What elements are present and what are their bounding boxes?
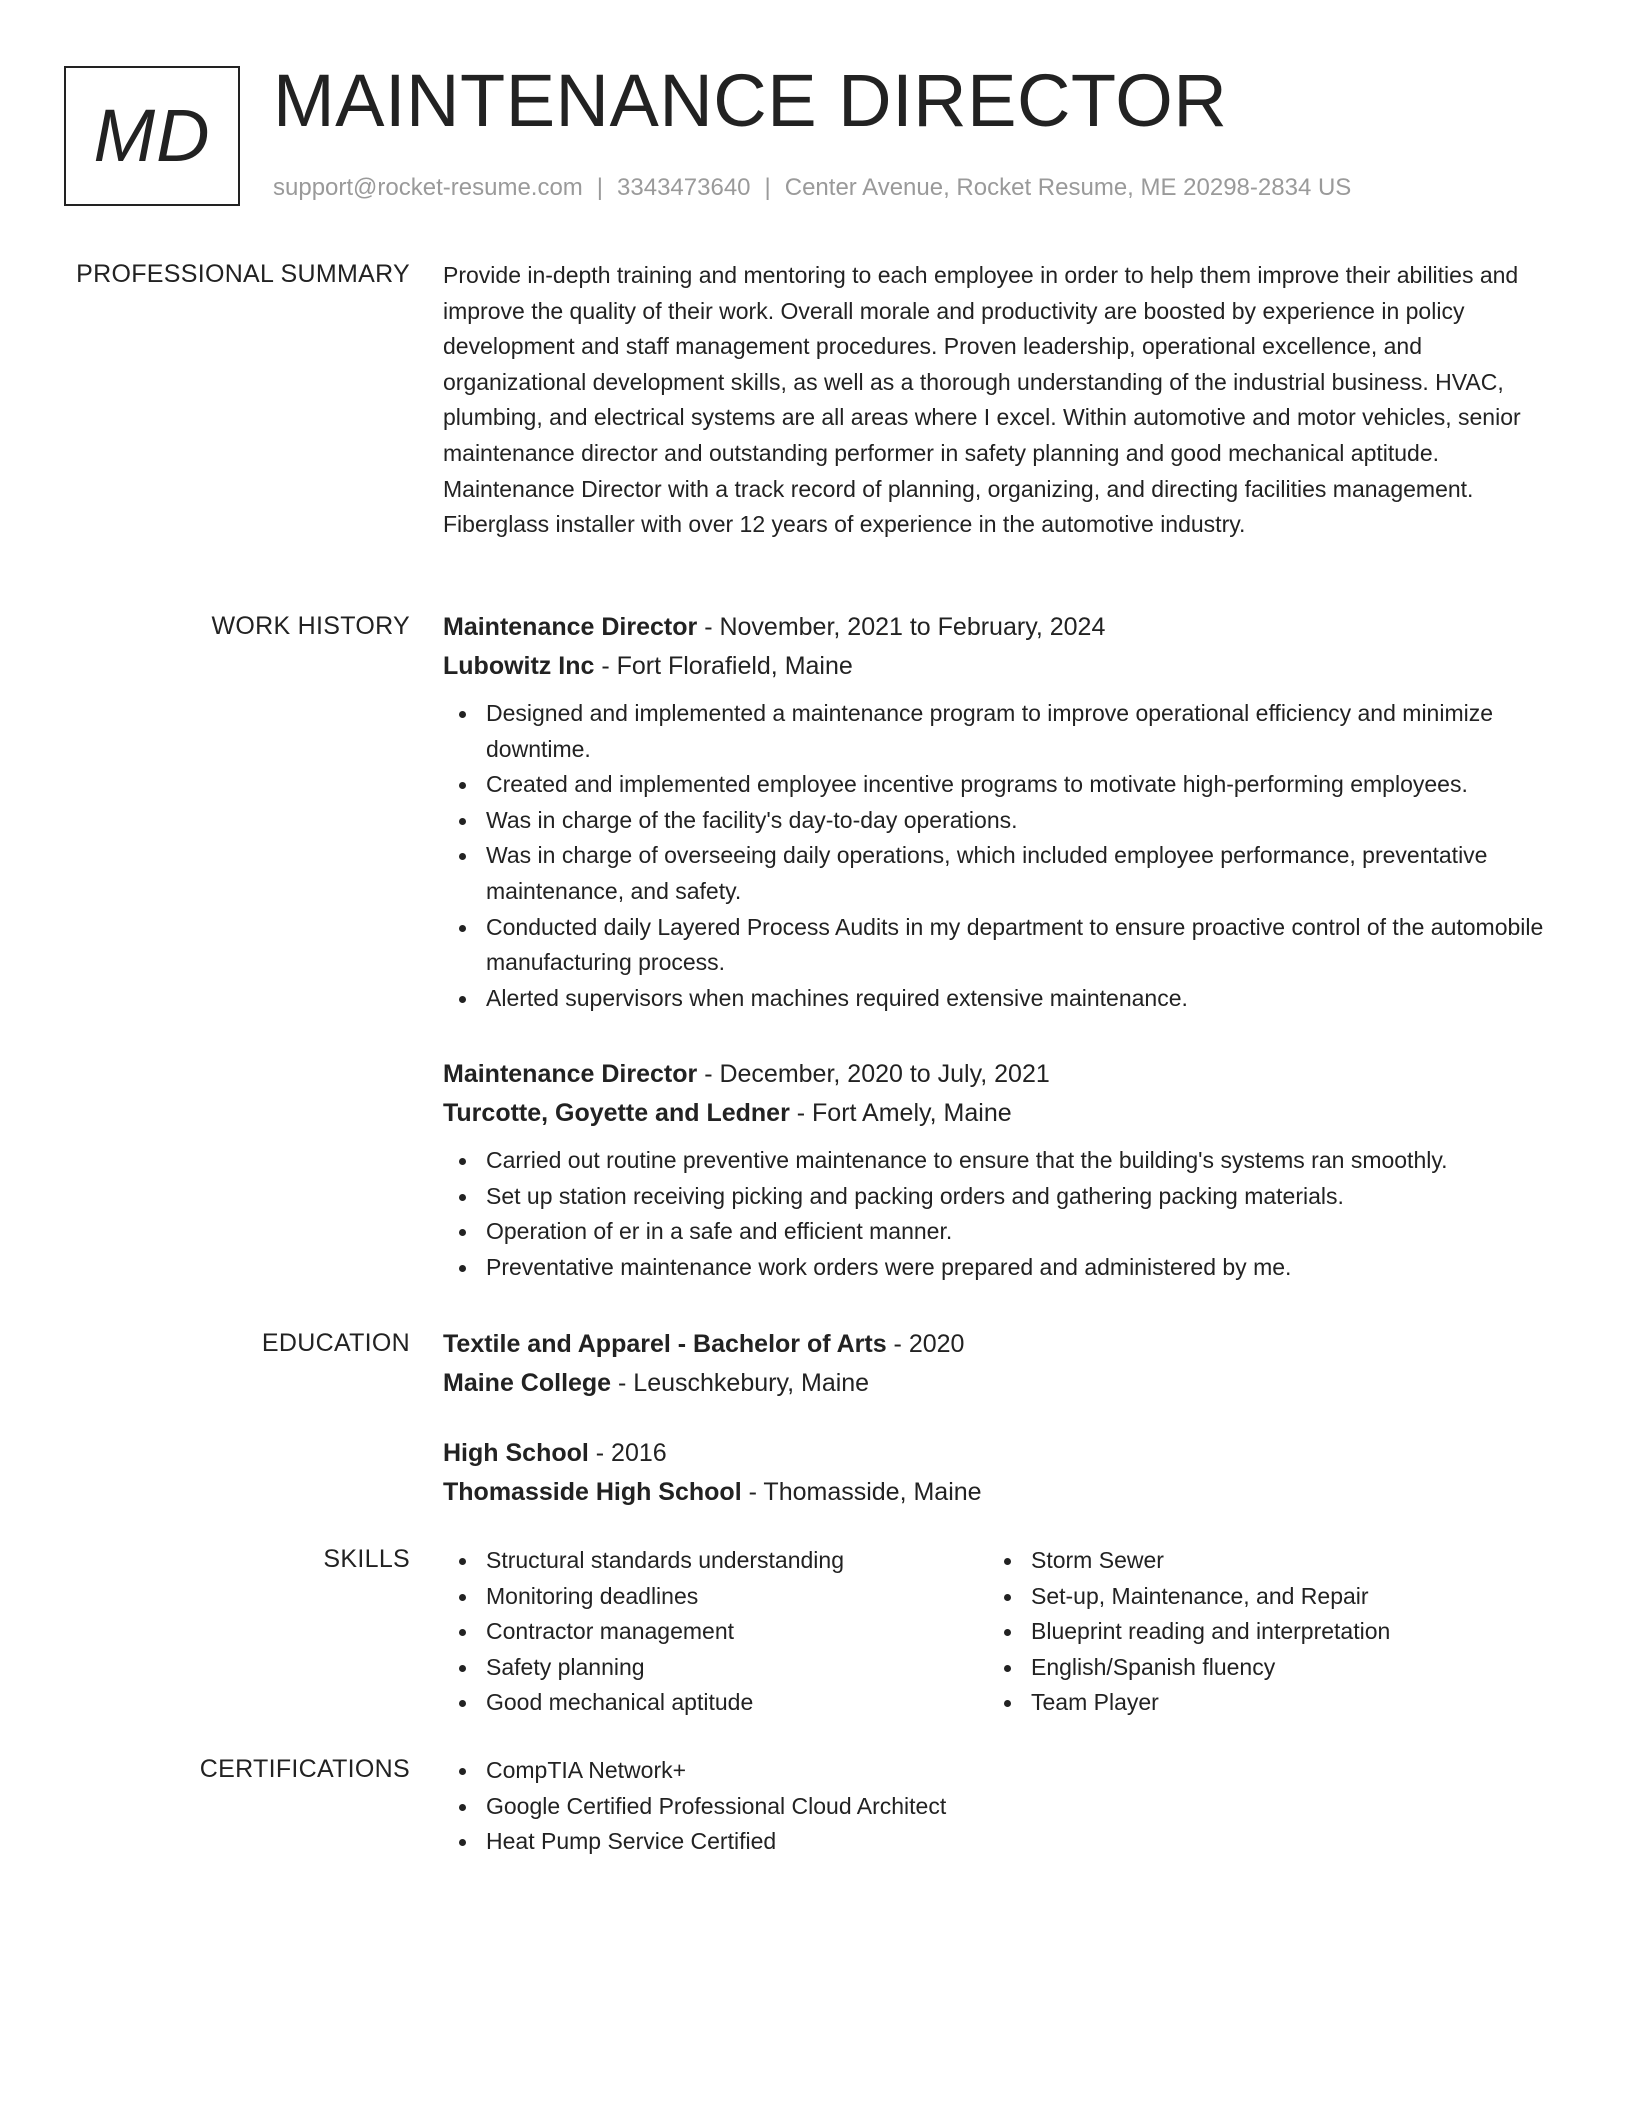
certification-item: Google Certified Professional Cloud Architect	[486, 1789, 1553, 1825]
job-duties-list	[443, 1143, 1553, 1285]
job-duty: Designed and implemented a maintenance program to improve operational efficiency and minimize downtime.	[486, 696, 1553, 767]
education-year: - 2020	[886, 1330, 965, 1358]
skill-item: Structural standards understanding	[486, 1543, 983, 1579]
skill-item: Contractor management	[486, 1614, 983, 1650]
section-label-certifications: CERTIFICATIONS	[199, 1755, 410, 1783]
skill-item: Team Player	[1031, 1685, 1528, 1721]
job-location: - Fort Florafield, Maine	[594, 652, 853, 680]
job-duty: Alerted supervisors when machines required extensive maintenance.	[486, 981, 1553, 1017]
skill-item: Good mechanical aptitude	[486, 1685, 983, 1721]
job-company: Lubowitz Inc	[443, 652, 595, 680]
skills-column-right	[988, 1543, 1528, 1721]
section-label-work-history: WORK HISTORY	[211, 612, 410, 640]
contact-separator: |	[596, 174, 604, 201]
education-degree-line	[443, 1434, 1553, 1473]
education-degree: Textile and Apparel - Bachelor of Arts	[443, 1330, 887, 1358]
job-company: Turcotte, Goyette and Ledner	[443, 1099, 790, 1127]
monogram-initials: MD	[93, 94, 211, 177]
skills-list	[443, 1543, 983, 1721]
job-title-line	[443, 608, 1553, 647]
skill-item: Storm Sewer	[1031, 1543, 1528, 1579]
skill-item: Set-up, Maintenance, and Repair	[1031, 1579, 1528, 1615]
education-school-line	[443, 1364, 1553, 1403]
contact-address: Center Avenue, Rocket Resume, ME 20298-2834 US	[784, 174, 1352, 201]
education-school: Thomasside High School	[443, 1478, 742, 1506]
section-label-summary: PROFESSIONAL SUMMARY	[76, 260, 410, 288]
certifications-list	[443, 1753, 1553, 1860]
job-entry	[443, 1055, 1553, 1285]
job-duties-list	[443, 696, 1553, 1016]
job-company-line	[443, 1094, 1553, 1133]
contact-separator: |	[764, 174, 771, 201]
job-duty: Was in charge of overseeing daily operations, which included employee performance, preventative maintenance, and safety.	[486, 838, 1553, 909]
education-degree: High School	[443, 1439, 589, 1467]
education-body	[443, 1325, 1553, 1506]
skill-item: Monitoring deadlines	[486, 1579, 983, 1615]
job-dates: - December, 2020 to July, 2021	[697, 1060, 1050, 1088]
job-duty: Operation of er in a safe and efficient manner.	[486, 1214, 1553, 1250]
skills-column-left	[443, 1543, 983, 1721]
summary-text: Provide in-depth training and mentoring to each employee in order to help them improve their abilities and improve the quality of their work. Overall morale and productivity are boosted by experience in policy development and staff management procedures. Proven leadership, operational excellence, and organizational development skills, as well as a thorough understanding of the industrial business. HVAC, plumbing, and electrical systems are all areas where I excel. Within automotive and motor vehicles, senior maintenance director and outstanding performer in safety planning and good mechanical aptitude. Maintenance Director with a track record of planning, organizing, and directing facilities management. Fiberglass installer with over 12 years of experience in the automotive industry.	[443, 262, 1521, 538]
certifications-body	[443, 1753, 1553, 1860]
summary-body	[443, 258, 1553, 543]
job-duty: Created and implemented employee incentive programs to motivate high-performing employees.	[486, 767, 1553, 803]
section-label-education: EDUCATION	[261, 1329, 410, 1357]
job-duty: Carried out routine preventive maintenance to ensure that the building's systems ran smoothly.	[486, 1143, 1553, 1179]
job-duty: Conducted daily Layered Process Audits in my department to ensure proactive control of the automobile manufacturing process.	[486, 910, 1553, 981]
education-year: - 2016	[588, 1439, 667, 1467]
skill-item: English/Spanish fluency	[1031, 1650, 1528, 1686]
contact-email: support@rocket-resume.com	[273, 174, 583, 201]
job-title: Maintenance Director	[443, 1060, 698, 1088]
job-entry	[443, 608, 1553, 1016]
job-title-line	[443, 1055, 1553, 1094]
education-entry	[443, 1434, 1553, 1512]
skills-list	[988, 1543, 1528, 1721]
work-history-body	[443, 608, 1553, 1280]
education-location: - Leuschkebury, Maine	[611, 1369, 870, 1397]
resume-title: MAINTENANCE DIRECTOR	[273, 59, 1228, 142]
certification-item: Heat Pump Service Certified	[486, 1824, 1553, 1860]
education-entry	[443, 1325, 1553, 1403]
job-title: Maintenance Director	[443, 613, 698, 641]
education-degree-line	[443, 1325, 1553, 1364]
job-duty: Was in charge of the facility's day-to-day operations.	[486, 803, 1553, 839]
job-duty: Set up station receiving picking and packing orders and gathering packing materials.	[486, 1179, 1553, 1215]
job-company-line	[443, 647, 1553, 686]
job-location: - Fort Amely, Maine	[789, 1099, 1012, 1127]
skill-item: Blueprint reading and interpretation	[1031, 1614, 1528, 1650]
section-label-skills: SKILLS	[323, 1545, 410, 1573]
job-dates: - November, 2021 to February, 2024	[697, 613, 1106, 641]
job-duty: Preventative maintenance work orders were prepared and administered by me.	[486, 1250, 1553, 1286]
education-school: Maine College	[443, 1369, 612, 1397]
skills-body	[443, 1543, 1553, 1723]
contact-phone: 3343473640	[617, 174, 751, 201]
education-school-line	[443, 1473, 1553, 1512]
skill-item: Safety planning	[486, 1650, 983, 1686]
monogram-box	[64, 66, 240, 206]
education-location: - Thomasside, Maine	[741, 1478, 982, 1506]
contact-line	[273, 172, 1351, 204]
certification-item: CompTIA Network+	[486, 1753, 1553, 1789]
